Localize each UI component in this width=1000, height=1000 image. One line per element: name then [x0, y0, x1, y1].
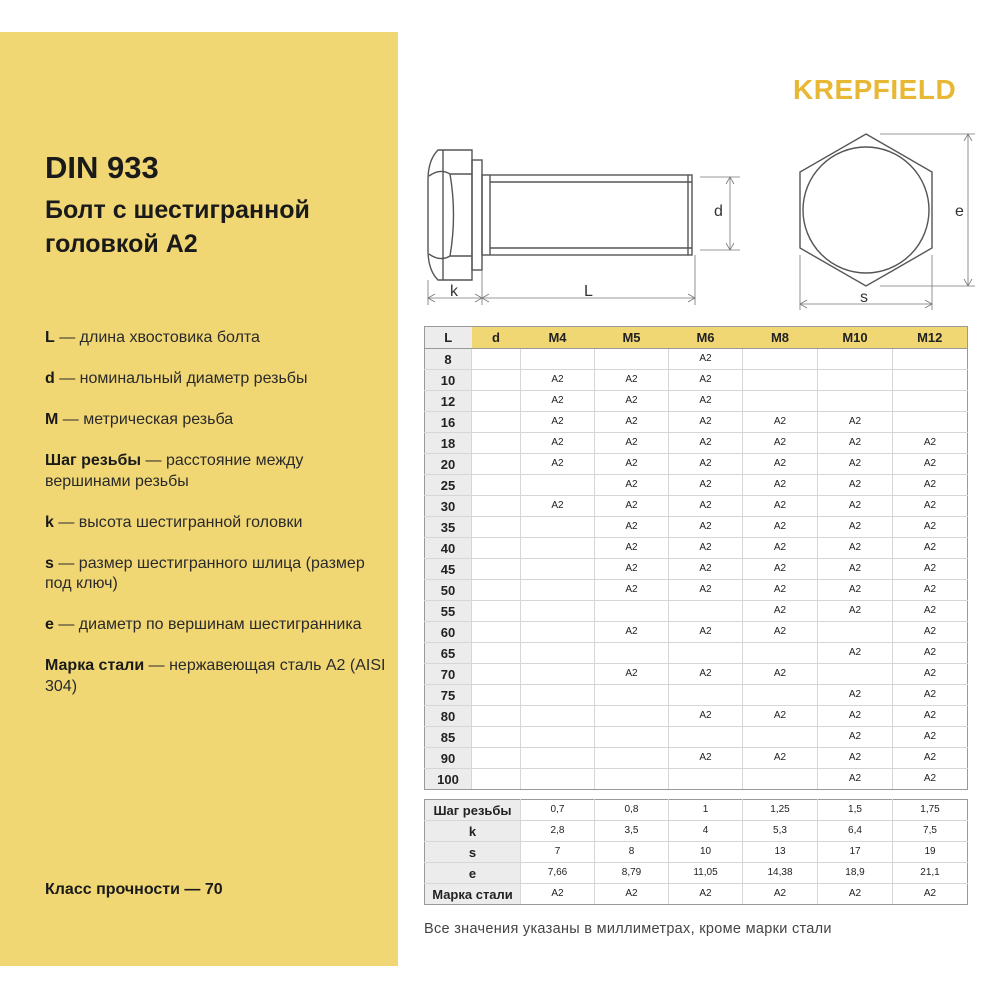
- availability-cell: A2: [743, 580, 818, 601]
- table-row: [425, 622, 968, 643]
- spec-value: 2,8: [521, 821, 595, 842]
- definition-item: [45, 513, 390, 534]
- availability-cell: [743, 391, 818, 412]
- availability-cell: A2: [893, 727, 968, 748]
- availability-cell: A2: [743, 517, 818, 538]
- availability-cell: [743, 685, 818, 706]
- table-row: [425, 580, 968, 601]
- availability-cell: A2: [818, 496, 893, 517]
- definition-text: — метрическая резьба: [58, 411, 234, 428]
- table-row: [425, 370, 968, 391]
- availability-cell: [669, 685, 743, 706]
- availability-cell: [669, 601, 743, 622]
- diameter-spacer-cell: [472, 622, 521, 643]
- table-row: [425, 706, 968, 727]
- availability-cell: A2: [669, 475, 743, 496]
- bolt-head-outline: [428, 150, 472, 280]
- availability-cell: A2: [818, 643, 893, 664]
- hex-head-outline: [800, 134, 932, 286]
- availability-cell: A2: [595, 475, 669, 496]
- availability-cell: A2: [818, 727, 893, 748]
- diameter-spacer-cell: [472, 706, 521, 727]
- definition-item: [45, 554, 390, 595]
- availability-cell: A2: [669, 412, 743, 433]
- definition-text: — длина хвостовика болта: [54, 329, 260, 346]
- availability-cell: A2: [818, 412, 893, 433]
- availability-cell: A2: [743, 475, 818, 496]
- availability-cell: A2: [743, 454, 818, 475]
- availability-cell: A2: [893, 433, 968, 454]
- length-availability-table: [424, 326, 968, 790]
- availability-cell: [595, 706, 669, 727]
- definition-item: [45, 369, 390, 390]
- column-header: M8: [743, 327, 818, 349]
- availability-cell: [595, 643, 669, 664]
- availability-cell: A2: [595, 517, 669, 538]
- availability-cell: [595, 601, 669, 622]
- spec-row: [425, 800, 968, 821]
- availability-cell: A2: [893, 769, 968, 790]
- availability-cell: A2: [521, 370, 595, 391]
- availability-cell: [893, 391, 968, 412]
- spec-value: 7,66: [521, 863, 595, 884]
- availability-cell: A2: [818, 685, 893, 706]
- spec-label: Шаг резьбы: [425, 800, 521, 821]
- label-e: e: [955, 203, 964, 220]
- length-cell: 8: [425, 349, 472, 370]
- availability-cell: A2: [595, 454, 669, 475]
- availability-cell: A2: [743, 748, 818, 769]
- table-row: [425, 391, 968, 412]
- availability-cell: [893, 370, 968, 391]
- table-row: [425, 412, 968, 433]
- availability-cell: A2: [595, 370, 669, 391]
- spec-body: [425, 800, 968, 905]
- length-cell: 20: [425, 454, 472, 475]
- availability-cell: A2: [669, 538, 743, 559]
- definition-item: [45, 615, 390, 636]
- diameter-spacer-cell: [472, 748, 521, 769]
- spec-value: 10: [669, 842, 743, 863]
- spec-value: A2: [521, 884, 595, 905]
- definition-text: — номинальный диаметр резьбы: [54, 370, 308, 387]
- availability-cell: A2: [521, 496, 595, 517]
- availability-cell: A2: [743, 622, 818, 643]
- availability-cell: A2: [521, 433, 595, 454]
- availability-cell: [669, 643, 743, 664]
- label-L: L: [584, 283, 593, 300]
- definition-term: d: [45, 370, 55, 387]
- brand-logo: KREPFIELD: [793, 74, 957, 105]
- definition-term: Марка стали: [45, 657, 145, 674]
- availability-cell: [595, 769, 669, 790]
- availability-cell: A2: [893, 664, 968, 685]
- footnote: Все значения указаны в миллиметрах, кроме марки стали: [424, 921, 832, 937]
- availability-cell: A2: [818, 580, 893, 601]
- availability-cell: A2: [669, 664, 743, 685]
- availability-cell: A2: [521, 454, 595, 475]
- spec-label: Марка стали: [425, 884, 521, 905]
- availability-cell: A2: [818, 433, 893, 454]
- spec-value: 19: [893, 842, 968, 863]
- availability-cell: A2: [669, 622, 743, 643]
- definition-text: — расстояние между вершинами резьбы: [45, 452, 304, 490]
- table-row: [425, 601, 968, 622]
- diameter-spacer-cell: [472, 391, 521, 412]
- spec-value: 3,5: [595, 821, 669, 842]
- spec-value: 14,38: [743, 863, 818, 884]
- availability-cell: [521, 580, 595, 601]
- definitions-list: [45, 328, 390, 697]
- length-cell: 18: [425, 433, 472, 454]
- length-cell: 80: [425, 706, 472, 727]
- availability-cell: A2: [818, 454, 893, 475]
- strength-class: Класс прочности — 70: [45, 881, 223, 898]
- table-header-row: [425, 327, 968, 349]
- diameter-spacer-cell: [472, 370, 521, 391]
- definition-term: М: [45, 411, 59, 428]
- availability-cell: [521, 727, 595, 748]
- column-header: d: [472, 327, 521, 349]
- availability-cell: A2: [893, 559, 968, 580]
- availability-cell: [818, 349, 893, 370]
- availability-cell: [595, 748, 669, 769]
- availability-cell: [743, 769, 818, 790]
- availability-cell: [743, 370, 818, 391]
- diameter-spacer-cell: [472, 643, 521, 664]
- availability-cell: A2: [818, 601, 893, 622]
- spec-value: 8: [595, 842, 669, 863]
- availability-cell: A2: [669, 580, 743, 601]
- spec-label: k: [425, 821, 521, 842]
- availability-cell: [595, 685, 669, 706]
- table-body: [425, 349, 968, 790]
- availability-cell: A2: [669, 454, 743, 475]
- availability-cell: A2: [893, 538, 968, 559]
- availability-cell: [521, 601, 595, 622]
- availability-cell: [743, 643, 818, 664]
- table-row: [425, 454, 968, 475]
- spec-value: 1,5: [818, 800, 893, 821]
- availability-cell: [818, 664, 893, 685]
- availability-cell: A2: [893, 475, 968, 496]
- availability-cell: A2: [595, 559, 669, 580]
- definition-item: [45, 451, 390, 492]
- spec-value: 0,7: [521, 800, 595, 821]
- availability-cell: A2: [893, 517, 968, 538]
- availability-cell: [595, 349, 669, 370]
- spec-label: s: [425, 842, 521, 863]
- page-subtitle: Болт с шестигранной головкой А2: [45, 196, 310, 258]
- availability-cell: [893, 349, 968, 370]
- availability-cell: [743, 349, 818, 370]
- spec-value: 6,4: [818, 821, 893, 842]
- definition-term: L: [45, 329, 55, 346]
- definition-text: — нержавеющая сталь А2 (AISI 304): [45, 657, 386, 695]
- availability-cell: [669, 769, 743, 790]
- diameter-spacer-cell: [472, 496, 521, 517]
- availability-cell: A2: [669, 433, 743, 454]
- availability-cell: A2: [669, 559, 743, 580]
- availability-cell: A2: [521, 412, 595, 433]
- availability-cell: [818, 622, 893, 643]
- column-header: M10: [818, 327, 893, 349]
- availability-cell: [669, 727, 743, 748]
- availability-cell: A2: [893, 496, 968, 517]
- availability-cell: A2: [743, 496, 818, 517]
- availability-cell: A2: [743, 538, 818, 559]
- length-cell: 70: [425, 664, 472, 685]
- availability-cell: A2: [595, 433, 669, 454]
- spec-value: 5,3: [743, 821, 818, 842]
- availability-cell: A2: [669, 370, 743, 391]
- spec-value: 7: [521, 842, 595, 863]
- availability-cell: [521, 643, 595, 664]
- length-cell: 100: [425, 769, 472, 790]
- availability-cell: A2: [669, 517, 743, 538]
- availability-cell: A2: [818, 475, 893, 496]
- availability-cell: A2: [669, 496, 743, 517]
- table-row: [425, 748, 968, 769]
- definition-text: — высота шестигранной головки: [53, 513, 303, 531]
- spec-row: [425, 863, 968, 884]
- diameter-spacer-cell: [472, 475, 521, 496]
- table-row: [425, 559, 968, 580]
- availability-cell: A2: [743, 706, 818, 727]
- length-cell: 30: [425, 496, 472, 517]
- length-cell: 50: [425, 580, 472, 601]
- definition-term: s: [45, 554, 54, 572]
- diameter-spacer-cell: [472, 454, 521, 475]
- availability-cell: [521, 622, 595, 643]
- spec-value: A2: [743, 884, 818, 905]
- availability-cell: [743, 727, 818, 748]
- availability-cell: A2: [818, 559, 893, 580]
- availability-cell: A2: [893, 580, 968, 601]
- spec-table: [424, 799, 968, 905]
- column-header: M5: [595, 327, 669, 349]
- table-row: [425, 685, 968, 706]
- length-cell: 90: [425, 748, 472, 769]
- spec-value: 4: [669, 821, 743, 842]
- length-cell: 45: [425, 559, 472, 580]
- column-header: M6: [669, 327, 743, 349]
- availability-cell: [521, 748, 595, 769]
- definition-text: — диаметр по вершинам шестигранника: [53, 616, 362, 633]
- definition-item: [45, 410, 390, 431]
- table-row: [425, 643, 968, 664]
- length-cell: 65: [425, 643, 472, 664]
- table-row: [425, 538, 968, 559]
- availability-cell: A2: [595, 580, 669, 601]
- availability-cell: A2: [595, 538, 669, 559]
- column-header: M4: [521, 327, 595, 349]
- availability-cell: A2: [595, 664, 669, 685]
- definition-term: Шаг резьбы: [45, 452, 142, 469]
- column-header: M12: [893, 327, 968, 349]
- length-cell: 12: [425, 391, 472, 412]
- availability-cell: A2: [521, 391, 595, 412]
- length-cell: 85: [425, 727, 472, 748]
- availability-cell: [521, 706, 595, 727]
- table-row: [425, 664, 968, 685]
- availability-cell: A2: [669, 349, 743, 370]
- availability-cell: A2: [893, 643, 968, 664]
- diameter-spacer-cell: [472, 559, 521, 580]
- definition-term: k: [45, 513, 54, 531]
- bolt-washer-face: [472, 160, 482, 270]
- spec-value: A2: [818, 884, 893, 905]
- availability-cell: [595, 727, 669, 748]
- length-cell: 10: [425, 370, 472, 391]
- availability-cell: [818, 370, 893, 391]
- table-row: [425, 349, 968, 370]
- table-row: [425, 769, 968, 790]
- bolt-shank: [482, 175, 692, 255]
- availability-cell: A2: [595, 391, 669, 412]
- diameter-spacer-cell: [472, 433, 521, 454]
- column-header: L: [425, 327, 472, 349]
- availability-cell: A2: [669, 748, 743, 769]
- diameter-spacer-cell: [472, 601, 521, 622]
- availability-cell: A2: [743, 601, 818, 622]
- diameter-spacer-cell: [472, 538, 521, 559]
- availability-cell: A2: [669, 706, 743, 727]
- bolt-drawing: [410, 120, 990, 320]
- length-cell: 35: [425, 517, 472, 538]
- table-row: [425, 475, 968, 496]
- definition-item: [45, 656, 390, 697]
- spec-value: 7,5: [893, 821, 968, 842]
- diameter-spacer-cell: [472, 685, 521, 706]
- availability-cell: A2: [893, 706, 968, 727]
- availability-cell: A2: [743, 664, 818, 685]
- length-cell: 75: [425, 685, 472, 706]
- table-row: [425, 496, 968, 517]
- availability-cell: A2: [818, 517, 893, 538]
- diameter-spacer-cell: [472, 349, 521, 370]
- spec-value: 21,1: [893, 863, 968, 884]
- spec-value: A2: [595, 884, 669, 905]
- diameter-spacer-cell: [472, 517, 521, 538]
- spec-value: 1,75: [893, 800, 968, 821]
- table-row: [425, 433, 968, 454]
- length-cell: 60: [425, 622, 472, 643]
- availability-cell: [893, 412, 968, 433]
- availability-cell: A2: [818, 748, 893, 769]
- availability-cell: A2: [595, 622, 669, 643]
- availability-cell: [521, 475, 595, 496]
- spec-value: 1,25: [743, 800, 818, 821]
- diameter-spacer-cell: [472, 769, 521, 790]
- label-k: k: [450, 283, 458, 300]
- hex-head-circle: [803, 147, 929, 273]
- availability-cell: A2: [818, 706, 893, 727]
- availability-cell: A2: [818, 769, 893, 790]
- availability-cell: A2: [743, 433, 818, 454]
- table-row: [425, 727, 968, 748]
- availability-cell: [521, 769, 595, 790]
- availability-cell: [521, 664, 595, 685]
- length-cell: 16: [425, 412, 472, 433]
- availability-cell: A2: [595, 496, 669, 517]
- definition-item: [45, 328, 390, 349]
- spec-row: [425, 884, 968, 905]
- availability-cell: A2: [743, 412, 818, 433]
- spec-value: 8,79: [595, 863, 669, 884]
- label-d: d: [714, 203, 723, 220]
- availability-cell: A2: [743, 559, 818, 580]
- availability-cell: A2: [893, 601, 968, 622]
- spec-value: 0,8: [595, 800, 669, 821]
- availability-cell: [521, 349, 595, 370]
- definition-term: e: [45, 616, 54, 633]
- availability-cell: A2: [818, 538, 893, 559]
- spec-value: 17: [818, 842, 893, 863]
- length-cell: 40: [425, 538, 472, 559]
- length-cell: 55: [425, 601, 472, 622]
- availability-cell: A2: [893, 454, 968, 475]
- page-title: DIN 933: [45, 150, 159, 185]
- spec-value: 13: [743, 842, 818, 863]
- label-s: s: [860, 289, 868, 306]
- availability-cell: [521, 538, 595, 559]
- spec-row: [425, 821, 968, 842]
- spec-value: 1: [669, 800, 743, 821]
- spec-label: e: [425, 863, 521, 884]
- spec-value: A2: [893, 884, 968, 905]
- diameter-spacer-cell: [472, 727, 521, 748]
- availability-cell: A2: [595, 412, 669, 433]
- spec-value: 11,05: [669, 863, 743, 884]
- availability-cell: [521, 685, 595, 706]
- spec-value: A2: [669, 884, 743, 905]
- diameter-spacer-cell: [472, 580, 521, 601]
- table-row: [425, 517, 968, 538]
- spec-row: [425, 842, 968, 863]
- diameter-spacer-cell: [472, 412, 521, 433]
- availability-cell: [521, 517, 595, 538]
- availability-cell: A2: [893, 685, 968, 706]
- length-cell: 25: [425, 475, 472, 496]
- availability-cell: [818, 391, 893, 412]
- availability-cell: A2: [893, 748, 968, 769]
- availability-cell: A2: [669, 391, 743, 412]
- availability-cell: A2: [893, 622, 968, 643]
- definition-text: — размер шестигранного шлица (размер под ключ): [45, 554, 365, 592]
- spec-value: 18,9: [818, 863, 893, 884]
- availability-cell: [521, 559, 595, 580]
- diameter-spacer-cell: [472, 664, 521, 685]
